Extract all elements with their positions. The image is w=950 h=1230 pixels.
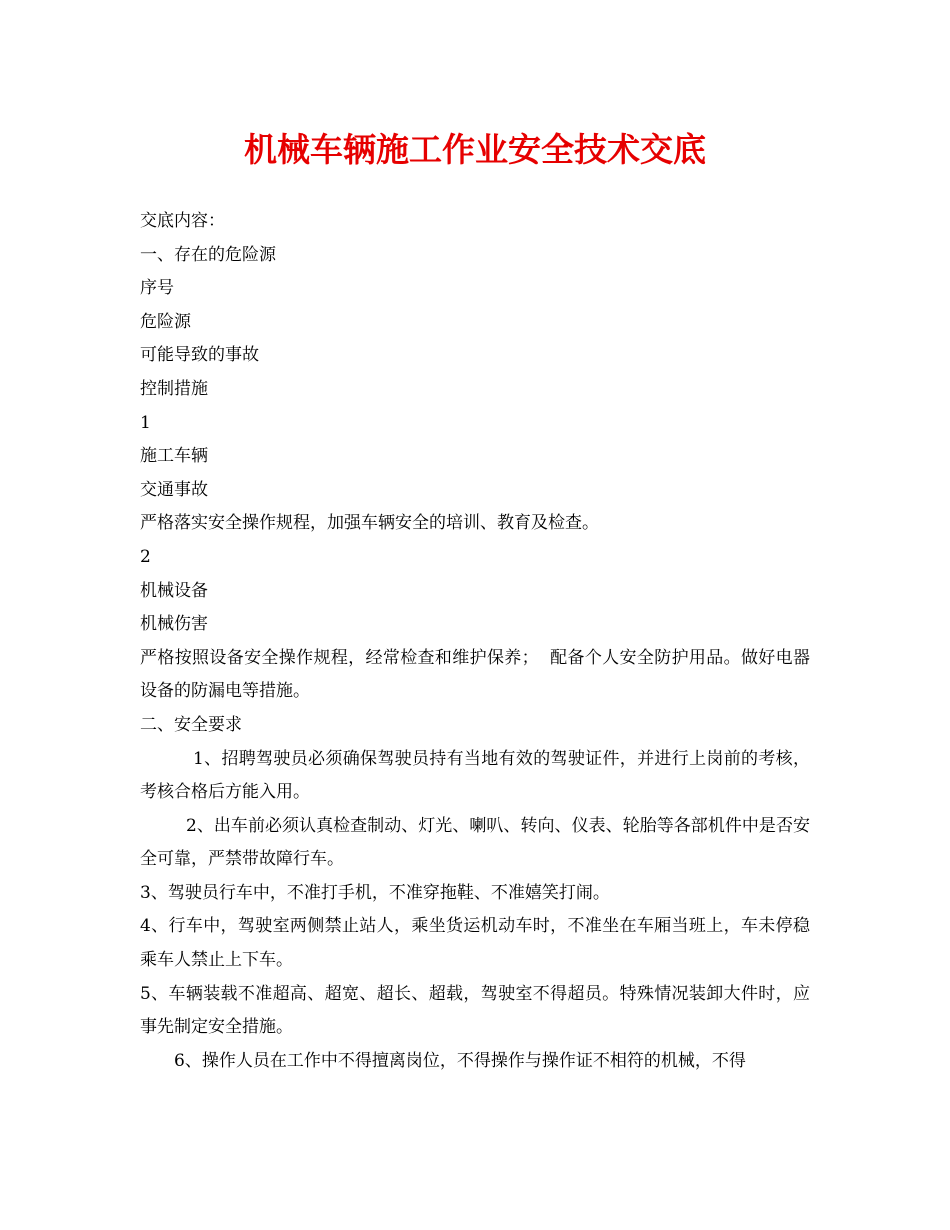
row-1-hazard: 施工车辆 [140,446,208,467]
requirement-item: 2、出车前必须认真检查制动、灯光、喇叭、转向、仪表、轮胎等各部机件中是否安全可靠，严禁带故障行车。 [140,815,810,870]
document-body [140,205,810,1078]
row-2-measures: 严格按照设备安全操作规程，经常检查和维护保养； 配备个人安全防护用品。做好电器设备的防漏电等措施。 [140,647,810,702]
requirement-item: 5、车辆装载不准超高、超宽、超长、超载，驾驶室不得超员。特殊情况装卸大件时，应事先制定安全措施。 [140,983,810,1038]
section-heading-hazards: 一、存在的危险源 [140,244,276,265]
requirement-item: 3、驾驶员行车中，不准打手机，不准穿拖鞋、不准嬉笑打闹。 [140,882,610,903]
table-header-measures: 控制措施 [140,378,208,399]
section-heading-requirements: 二、安全要求 [140,714,242,735]
table-header-no: 序号 [140,278,174,299]
requirement-item: 6、操作人员在工作中不得擅离岗位，不得操作与操作证不相符的机械，不得 [174,1050,746,1071]
intro-label: 交底内容： [140,211,225,231]
row-2-accident: 机械伤害 [140,614,208,635]
table-header-hazard: 危险源 [140,311,191,332]
row-1-accident: 交通事故 [140,479,208,500]
document-title: 机械车辆施工作业安全技术交底 [244,130,706,169]
row-2-hazard: 机械设备 [140,580,208,601]
table-header-accident: 可能导致的事故 [140,345,259,366]
row-1-no: 1 [140,412,151,433]
requirement-item: 1、招聘驾驶员必须确保驾驶员持有当地有效的驾驶证件，并进行上岗前的考核，考核合格后方能入用。 [140,748,810,803]
requirement-item: 4、行车中，驾驶室两侧禁止站人，乘坐货运机动车时，不准坐在车厢当班上，车未停稳乘车人禁止上下车。 [140,916,810,971]
row-1-measures: 严格落实安全操作规程，加强车辆安全的培训、教育及检查。 [140,513,599,534]
row-2-no: 2 [140,546,151,567]
